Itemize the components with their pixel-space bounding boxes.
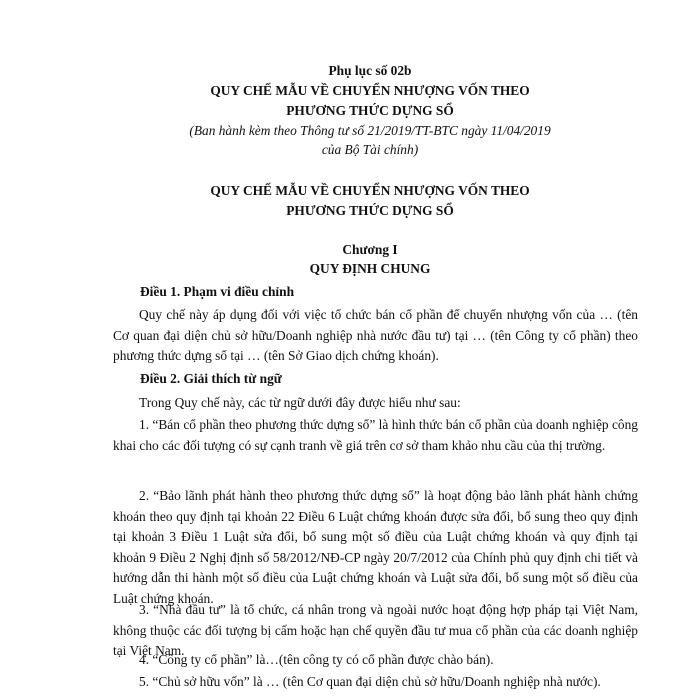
chapter-name: QUY ĐỊNH CHUNG (309, 261, 431, 276)
article2-item-3: 3. “Nhà đầu tư” là tổ chức, cá nhân trong và ngoài nước hoạt động hợp pháp tại Việt Nam, không thuộc các đối tượng bị cấm hoặc hạn chế quyền đầu tư mua cổ phần của các doanh nghiệp tại Việt Nam. (113, 602, 638, 658)
article2-item-4: 4. “Công ty cổ phần” là…(tên công ty có cổ phần được chào bán). (139, 652, 494, 667)
article1-paragraph: Quy chế này áp dụng đối với việc tổ chức bán cổ phần để chuyển nhượng vốn của … (tên Cơ quan đại diện chủ sở hữu/Doanh nghiệp nhà nước đầu tư) tại … (tên Công ty cổ phần) theo phương thức dựng sổ tại … (tên Sở Giao dịch chứng khoán). (113, 307, 638, 363)
issued-note-line1: (Ban hành kèm theo Thông tư số 21/2019/TT-BTC ngày 11/04/2019 (189, 123, 551, 138)
article2-heading: Điều 2. Giải thích từ ngữ (140, 371, 282, 386)
article2-item-2: 2. “Bảo lãnh phát hành theo phương thức dựng sổ” là hoạt động bảo lãnh phát hành chứng khoán theo quy định tại khoản 22 Điều 6 Luật chứng khoán được sửa đổi, bổ sung theo quy định tại khoản 3 Điều 1 Luật sửa đổi, bổ sung một số điều của Luật chứng khoán và quy định tại khoản 9 Điều 2 Nghị định số 58/2012/NĐ-CP ngày 20/7/2012 của Chính phủ quy định chi tiết và hướng dẫn thi hành một số điều của Luật chứng khoán và Luật sửa đổi, bổ sung một số điều của Luật chứng khoán. (113, 488, 638, 606)
appendix-title-line1: QUY CHẾ MẪU VỀ CHUYỂN NHƯỢNG VỐN THEO (210, 83, 530, 98)
article2-item-5: 5. “Chủ sở hữu vốn” là … (tên Cơ quan đại diện chủ sở hữu/Doanh nghiệp nhà nước). (139, 674, 601, 689)
document-title-line2: PHƯƠNG THỨC DỰNG SỔ (286, 203, 454, 218)
chapter-number: Chương I (342, 242, 398, 257)
article2-item-1: 1. “Bán cổ phần theo phương thức dựng sổ” là hình thức bán cổ phần của doanh nghiệp công khai cho các đối tượng có sự cạnh tranh về giá trên cơ sở tham khảo nhu cầu của thị trường. (113, 417, 638, 453)
appendix-number: Phụ lục số 02b (328, 63, 412, 78)
article2-intro: Trong Quy chế này, các từ ngữ dưới đây được hiểu như sau: (139, 395, 461, 410)
article1-heading: Điều 1. Phạm vi điều chỉnh (140, 284, 295, 299)
issued-note-line2: của Bộ Tài chính) (321, 142, 419, 157)
appendix-title-line2: PHƯƠNG THỨC DỰNG SỔ (286, 103, 454, 118)
document-title-line1: QUY CHẾ MẪU VỀ CHUYỂN NHƯỢNG VỐN THEO (210, 183, 530, 198)
